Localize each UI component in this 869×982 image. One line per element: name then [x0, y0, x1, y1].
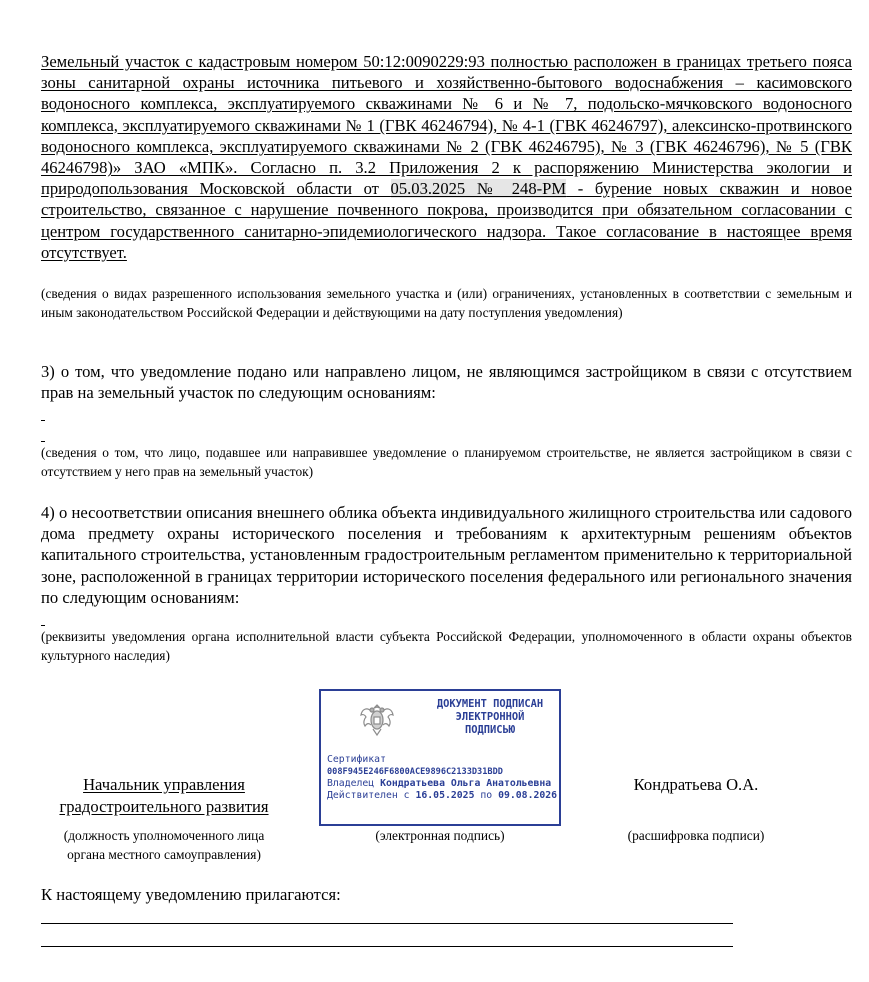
blank-line: [41, 420, 45, 421]
certificate-number: 008F945E246F6800ACE9896C2133D31BDD: [327, 767, 503, 777]
stamp-header: [419, 698, 561, 737]
coat-of-arms-icon: [357, 699, 397, 739]
section-4-heading: 4) о несоответствии описания внешнего облика объекта индивидуального жилищного строительства или садового дома предмету охраны исторического поселения и требованиям к архитектурным решениям объектов капитального строительства, установленным градостроительным регламентом применительно к территориальной зоне, расположенной в границах территории исторического поселения федерального или регионального значения по следующим основаниям:: [41, 503, 852, 607]
esignature-caption: (электронная подпись): [375, 828, 505, 843]
valid-to: 09.08.2026: [498, 790, 558, 801]
position-line-1: Начальник управления: [83, 775, 245, 794]
attachment-line: [41, 923, 733, 924]
section-3-caption: (сведения о том, что лицо, подавшее или направившее уведомление о планируемом строительстве, не является застройщиком в связи с отсутствием у него прав на земельный участок): [41, 445, 852, 479]
valid-to-label: по: [480, 790, 493, 801]
blank-line: [41, 625, 45, 626]
position-caption-line-1: (должность уполномоченного лица: [63, 828, 265, 843]
section-3-heading: 3) о том, что уведомление подано или направлено лицом, не являющимся застройщиком в связи с отсутствием прав на земельный участок по следующим основаниям:: [41, 362, 852, 403]
certificate-owner: [327, 778, 559, 790]
section-4-caption: (реквизиты уведомления органа исполнительной власти субъекта Российской Федерации, уполномоченного в области охраны объектов культурного наследия): [41, 629, 852, 663]
land-plot-restrictions-text: [41, 51, 852, 263]
official-position: [41, 774, 287, 818]
restrictions-body-end: - бурение новых скважин и новое строительство, связанное с нарушение почвенного покрова, производится при обязательном согласовании с центром государственного санитарно-эпидемиологического надзора. Такое согласование в настоящее время отсутствует.: [41, 179, 853, 262]
attachment-line: [41, 946, 733, 947]
certificate-validity: [327, 790, 559, 802]
valid-from: 16.05.2025: [415, 790, 475, 801]
owner-label: Владелец: [327, 778, 375, 789]
stamp-header-line-3: ПОДПИСЬЮ: [464, 724, 516, 736]
restrictions-body: Земельный участок с кадастровым номером 50:12:0090229:93 полностью расположен в границах третьего пояса зоны санитарной охраны источника питьевого и хозяйственно-бытового водоснабжения – касимовского водоносного комплекса, эксплуатируемого скважинами № 6 и № 7, подольско-мячковского водоносного комплекса, эксплуатируемого скважинами № 1 (ГВК 46246794), № 4-1 (ГВК 46246797), алексинско-протвинского водоносного комплекса, эксплуатируемого скважинами № 2 (ГВК 46246795), № 3 (ГВК 46246796), № 5 (ГВК 46246798)» ЗАО «МПК». Согласно п. 3.2 Приложения 2 к распоряжению Министерства экологии и природопользования Московской области от: [41, 52, 852, 199]
stamp-header-line-1: ДОКУМЕНТ ПОДПИСАН: [436, 698, 544, 710]
signer-name: Кондратьева О.А.: [633, 775, 759, 794]
signer-name-caption: (расшифровка подписи): [627, 828, 765, 843]
attachments-label: К настоящему уведомлению прилагаются:: [41, 885, 341, 904]
certificate-info: [327, 754, 559, 802]
valid-label: Действителен с: [327, 790, 410, 801]
blank-line: [41, 441, 45, 442]
position-caption-line-2: органа местного самоуправления): [67, 846, 261, 862]
order-date-number: 05.03.2025 № 248-РМ: [390, 179, 567, 199]
restrictions-caption: (сведения о видах разрешенного использования земельного участка и (или) ограничениях, установленных в соответствии с земельным и иным законодательством Российской Федерации и действующими на дату поступления уведомления): [41, 286, 852, 320]
position-caption: [41, 827, 287, 864]
certificate-label: Сертификат: [327, 754, 386, 765]
electronic-signature-stamp: [319, 689, 561, 826]
owner-name: Кондратьева Ольга Анатольевна: [380, 778, 552, 789]
stamp-header-line-2: ЭЛЕКТРОННОЙ: [455, 711, 525, 723]
position-line-2: градостроительного развития: [59, 797, 269, 816]
